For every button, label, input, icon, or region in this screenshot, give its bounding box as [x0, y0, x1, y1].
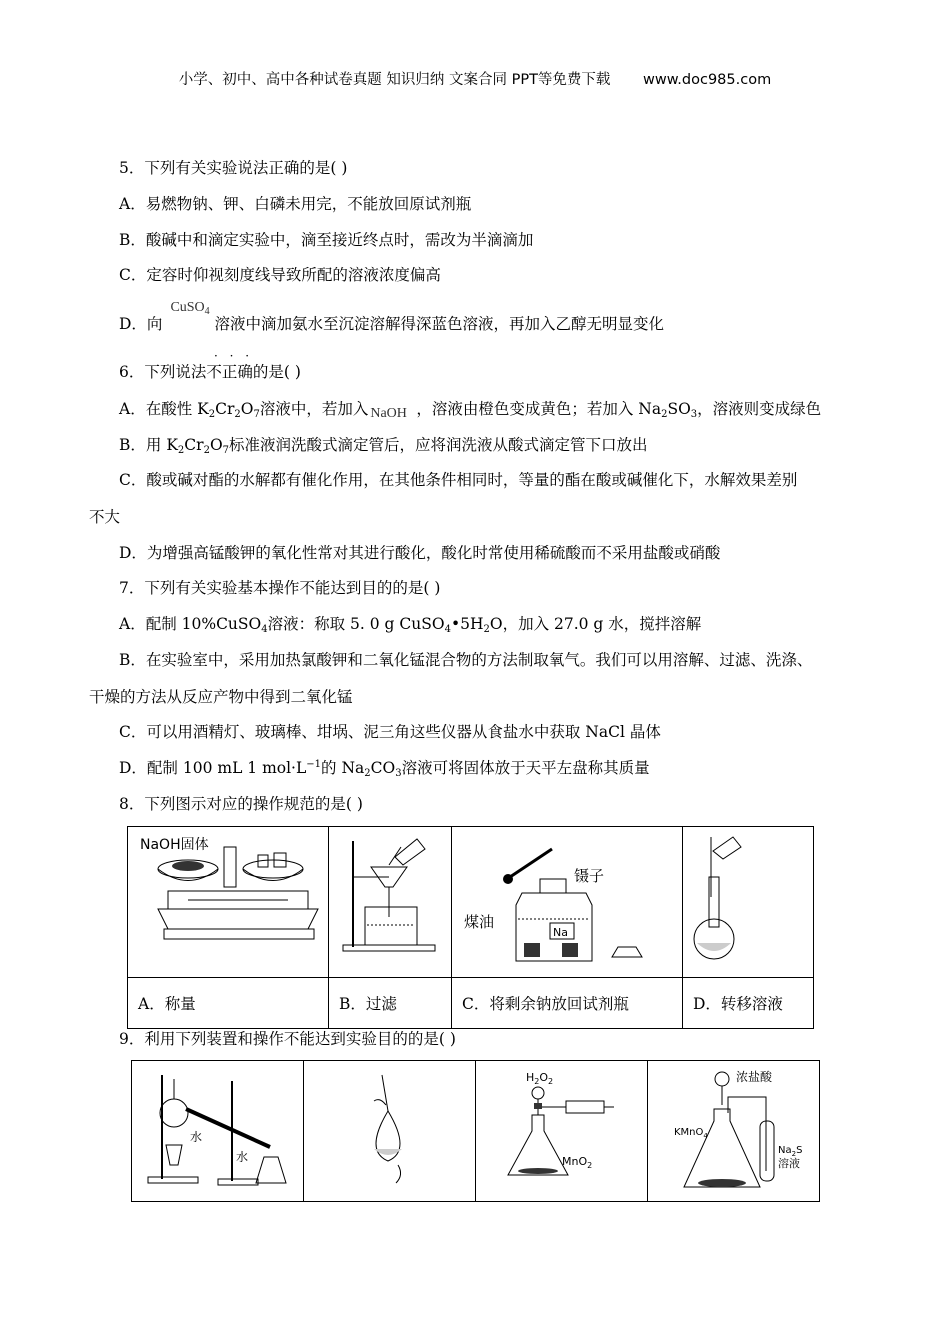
- q8-image-a-cell: [128, 827, 329, 978]
- q5-option-c: C．定容时仰视刻度线导致所配的溶液浓度偏高: [119, 266, 441, 284]
- q9-stem: 9．利用下列装置和操作不能达到实验目的的是( ): [119, 1030, 456, 1048]
- q6-option-c-cont: 不大: [89, 508, 121, 526]
- q8-option-a: A．称量: [128, 978, 329, 1029]
- q6-option-c: C．酸或碱对酯的水解都有催化作用，在其他条件相同时，等量的酯在酸或碱催化下，水解效果差别: [119, 471, 798, 489]
- kerosene-label: 煤油: [464, 913, 495, 931]
- q9-table: [131, 1060, 820, 1202]
- q7-option-d: D．配制 100 mL 1 $mol\cdot L^{-1}$的 $Na_2CO_3$溶液可将固体放于天平左盘称其质量: [119, 759, 650, 779]
- water-label-2: 水: [236, 1150, 249, 1164]
- oxygen-generation-illustration: [476, 1061, 647, 1197]
- q6-option-a: A．在酸性 $K_2Cr_2O_7$溶液中，若加入 NaOH ，溶液由橙色变成黄色；若加入 $Na_2SO_3$，溶液则变成绿色: [119, 399, 821, 419]
- chlorine-generation-illustration: [648, 1061, 819, 1197]
- mno2-label: MnO$_2$: [562, 1155, 593, 1170]
- sodium-label: Na: [553, 926, 568, 939]
- q9-image-2-cell: [304, 1061, 476, 1202]
- q8-image-c-cell: [452, 827, 683, 978]
- water-label-1: 水: [190, 1130, 203, 1144]
- cuso4-formula: CuSO$_4$: [170, 300, 210, 317]
- q8-image-b-cell: [329, 827, 452, 978]
- page-header: [0, 68, 950, 89]
- q8-option-d: D．转移溶液: [683, 978, 814, 1029]
- na2s-label: $Na_2S$: [778, 1145, 803, 1158]
- q6-option-d: D．为增强高锰酸钾的氧化性常对其进行酸化，酸化时常使用稀硫酸而不采用盐酸或硝酸: [119, 544, 721, 562]
- q7-option-c: C．可以用酒精灯、玻璃棒、坩埚、泥三角这些仪器从食盐水中获取 NaCl 晶体: [119, 723, 661, 741]
- q9-image-3-cell: [476, 1061, 648, 1202]
- q8-image-d-cell: [683, 827, 814, 978]
- q7-option-a: A．配制 10%CuSO$_4$溶液：称取 5. 0 g $CuSO_4•5H_2O$，加入 27.0 g 水，搅拌溶解: [119, 615, 702, 635]
- naoh-formula: NaOH: [370, 406, 407, 421]
- q6-stem: 6．下列说法不正确的是( ): [119, 363, 301, 381]
- sodium-bottle-illustration: [452, 827, 682, 973]
- header-text: 小学、初中、高中各种试卷真题 知识归纳 文案合同 PPT等免费下载: [178, 72, 611, 88]
- distillation-illustration: [132, 1061, 303, 1197]
- q6-emphasis-dots: · · ·: [214, 349, 254, 363]
- naoh-solid-label: NaOH固体: [140, 837, 209, 853]
- filtration-illustration: [329, 827, 451, 973]
- flask-transfer-illustration: [683, 827, 813, 973]
- kmno4-label: KMnO$_4$: [674, 1127, 708, 1140]
- q7-option-b-cont: 干燥的方法从反应产物中得到二氧化锰: [89, 688, 353, 706]
- header-site: www.doc985.com: [643, 72, 772, 88]
- solution-label: 溶液: [778, 1157, 800, 1170]
- q7-stem: 7．下列有关实验基本操作不能达到目的的是( ): [119, 579, 441, 597]
- q8-table: [127, 826, 814, 1029]
- q6-option-b: B．用 $K_2Cr_2O_7$标准液润洗酸式滴定管后，应将润洗液从酸式滴定管下口放出: [119, 436, 648, 456]
- tweezers-label: 镊子: [574, 867, 605, 885]
- h2o2-label: $H_2O_2$: [526, 1071, 554, 1086]
- q5-stem: 5．下列有关实验说法正确的是( ): [119, 159, 348, 177]
- q8-option-c: C．将剩余钠放回试剂瓶: [452, 978, 683, 1029]
- q5-option-a: A．易燃物钠、钾、白磷未用完，不能放回原试剂瓶: [119, 195, 472, 213]
- q9-image-4-cell: [648, 1061, 820, 1202]
- conc-hcl-label: 浓盐酸: [736, 1070, 773, 1084]
- q8-stem: 8．下列图示对应的操作规范的是( ): [119, 795, 363, 813]
- q5-option-d: D．向 CuSO$_4$ 溶液中滴加氨水至沉淀溶解得深蓝色溶液，再加入乙醇无明显变化: [119, 300, 664, 333]
- q9-image-1-cell: [132, 1061, 304, 1202]
- q8-option-b: B．过滤: [329, 978, 452, 1029]
- balance-illustration: [128, 827, 328, 973]
- q5-option-b: B．酸碱中和滴定实验中，滴至接近终点时，需改为半滴滴加: [119, 231, 534, 249]
- separatory-funnel-illustration: [304, 1061, 475, 1197]
- q7-option-b: B．在实验室中，采用加热氯酸钾和二氧化锰混合物的方法制取氧气。我们可以用溶解、过滤、洗涤、: [119, 651, 813, 669]
